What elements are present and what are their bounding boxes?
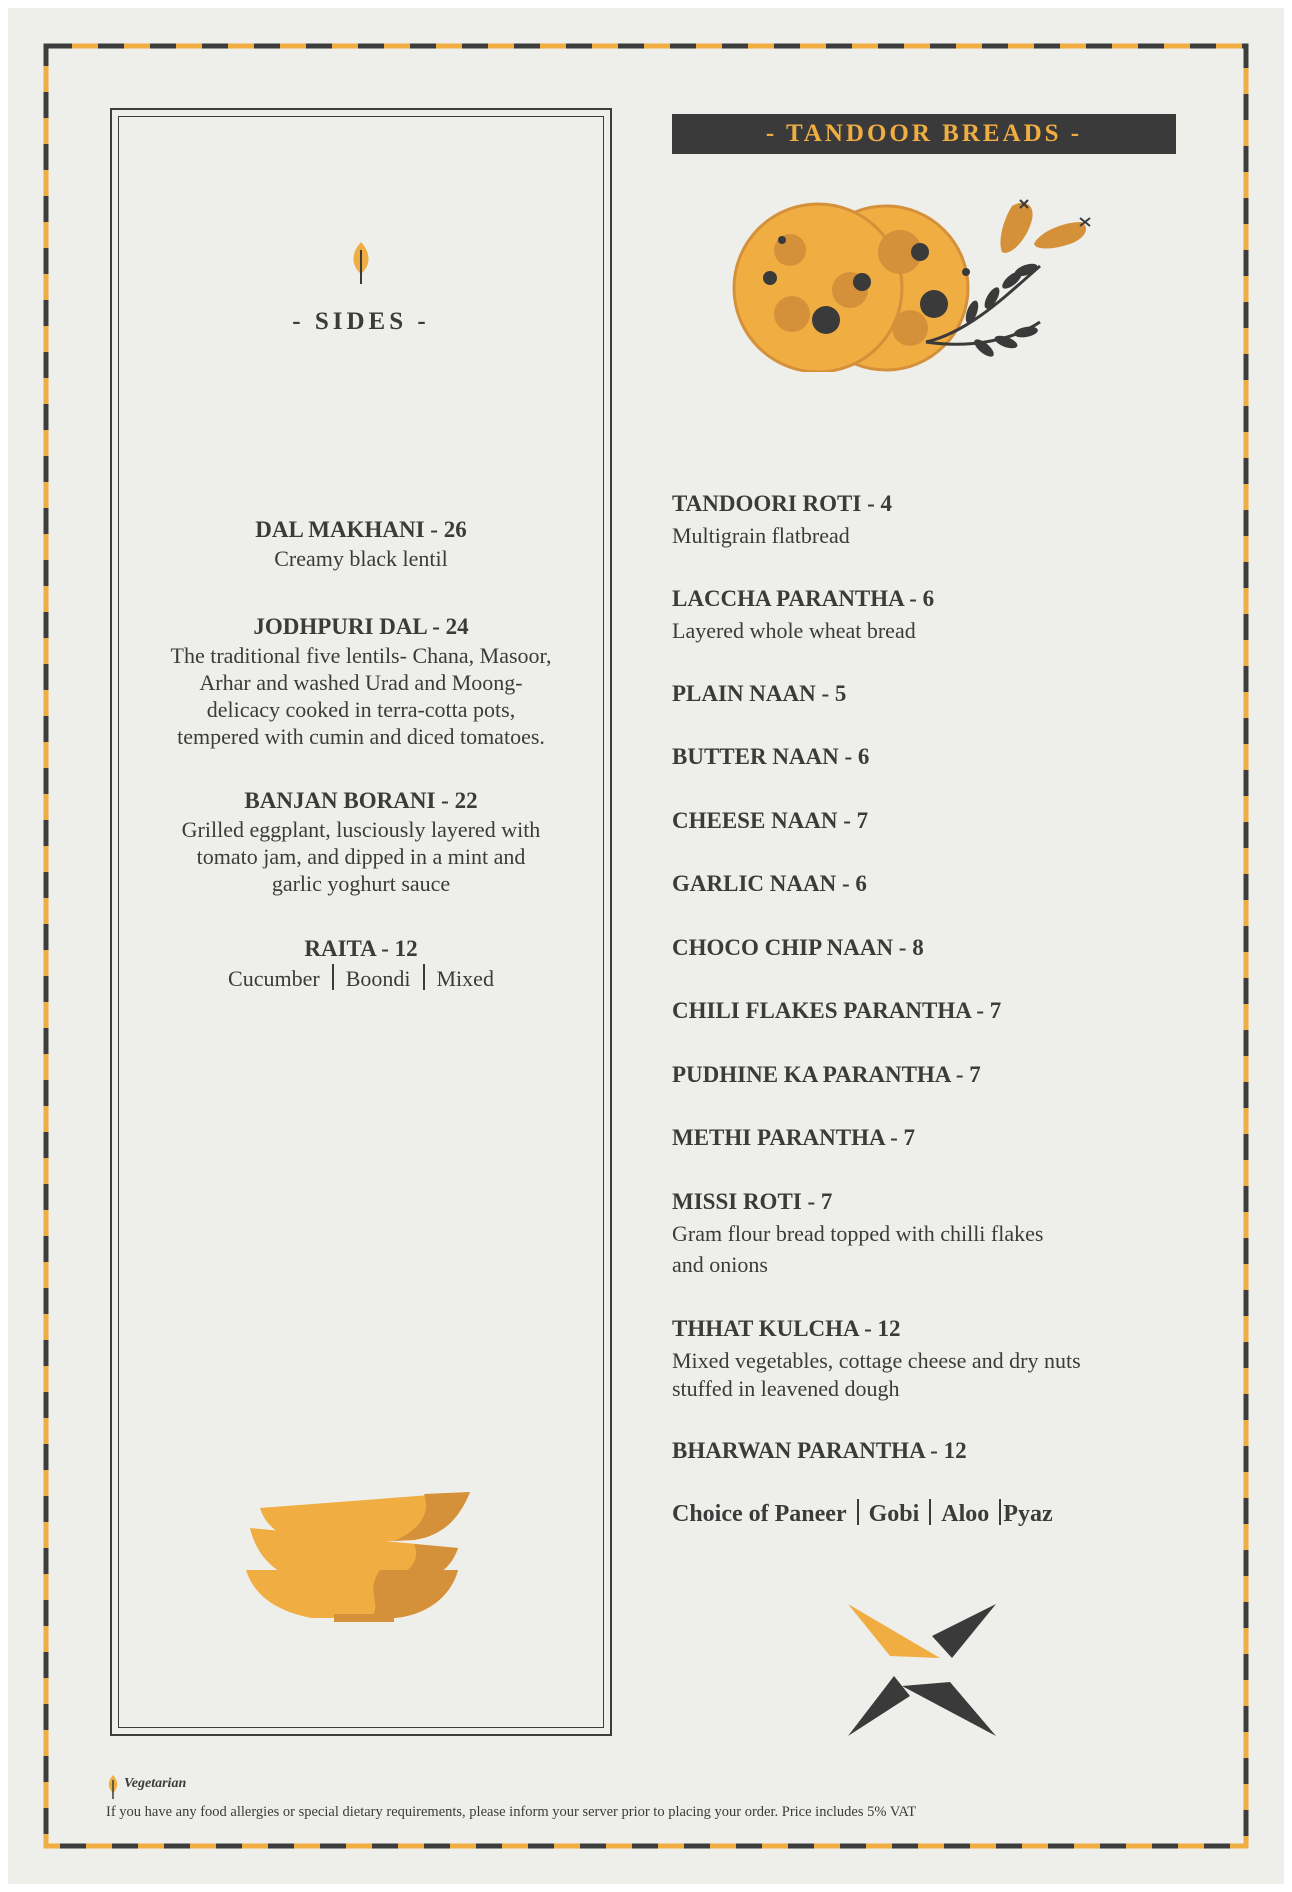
item-name: CHEESE NAAN - 7	[672, 808, 869, 833]
divider	[423, 964, 425, 990]
item-name: THHAT KULCHA - 12	[672, 1316, 901, 1341]
item-desc: stuffed in leavened dough	[672, 1376, 900, 1401]
item-name: DAL MAKHANI - 26	[255, 517, 467, 542]
stacked-bowls-illustration	[244, 1488, 470, 1624]
side-item-banjan-borani	[140, 786, 582, 897]
item-name: LACCHA PARANTHA - 6	[672, 586, 935, 611]
choice-line	[672, 1498, 1232, 1530]
divider	[999, 1499, 1001, 1525]
item-desc: tempered with cumin and diced tomatoes.	[177, 724, 545, 749]
bread-item-thhat-kulcha	[672, 1313, 1232, 1401]
allergy-note: If you have any food allergies or special dietary requirements, please inform your server prior to placing your order. Price includes 5% VAT	[106, 1804, 917, 1820]
item-desc: Multigrain flatbread	[672, 523, 850, 548]
item-name: TANDOORI ROTI - 4	[672, 491, 893, 516]
item-desc: tomato jam, and dipped in a mint and	[196, 844, 526, 869]
divider	[929, 1499, 931, 1525]
bread-item-methi-parantha	[672, 1122, 1232, 1154]
choice-option: Gobi	[868, 1501, 920, 1527]
item-name: METHI PARANTHA - 7	[672, 1125, 915, 1150]
bread-item-missi-roti	[672, 1186, 1232, 1280]
leaf-icon	[348, 240, 374, 286]
side-item-dal-makhani	[140, 515, 582, 572]
sides-title: - SIDES -	[292, 308, 430, 335]
breads-title: - TANDOOR BREADS -	[672, 114, 1176, 154]
bread-item-choco-chip-naan	[672, 932, 1232, 964]
item-desc: garlic yoghurt sauce	[271, 871, 451, 896]
bread-item-pudhine-ka-parantha	[672, 1059, 1232, 1091]
item-name: BHARWAN PARANTHA - 12	[672, 1438, 967, 1463]
raita-options	[140, 964, 582, 992]
raita-option: Mixed	[436, 966, 494, 991]
item-desc: The traditional five lentils- Chana, Masoor,	[170, 643, 552, 668]
naan-illustration	[730, 192, 1100, 372]
bread-item-garlic-naan	[672, 868, 1232, 900]
item-name: PUDHINE KA PARANTHA - 7	[672, 1062, 981, 1087]
bread-item-butter-naan	[672, 741, 1232, 773]
item-desc: Arhar and washed Urad and Moong-	[199, 670, 523, 695]
item-desc: Mixed vegetables, cottage cheese and dry nuts	[672, 1348, 1081, 1373]
item-name: BUTTER NAAN - 6	[672, 744, 870, 769]
item-desc: delicacy cooked in terra-cotta pots,	[206, 697, 516, 722]
divider	[332, 964, 334, 990]
item-desc: Creamy black lentil	[274, 546, 448, 571]
side-item-raita	[140, 934, 582, 992]
item-desc: and onions	[672, 1252, 768, 1277]
item-name: JODHPURI DAL - 24	[253, 614, 469, 639]
vegetarian-label: Vegetarian	[124, 1776, 187, 1791]
raita-option: Boondi	[345, 966, 411, 991]
raita-option: Cucumber	[228, 966, 320, 991]
bread-item-cheese-naan	[672, 805, 1232, 837]
item-desc: Gram flour bread topped with chilli flakes	[672, 1221, 1044, 1246]
choice-prefix: Choice of Paneer	[672, 1501, 847, 1527]
bread-item-tandoori-roti	[672, 488, 1232, 551]
item-name: CHOCO CHIP NAAN - 8	[672, 935, 924, 960]
bread-item-laccha-parantha	[672, 583, 1232, 646]
bread-item-chili-flakes-parantha	[672, 995, 1232, 1027]
item-name: BANJAN BORANI - 22	[244, 788, 478, 813]
side-item-jodhpuri-dal	[140, 612, 582, 750]
bread-item-bharwan-parantha	[672, 1435, 1232, 1467]
bharwan-choice	[672, 1498, 1232, 1530]
item-name: RAITA - 12	[304, 936, 418, 961]
divider	[857, 1499, 859, 1525]
geometric-mark	[846, 1602, 996, 1738]
choice-option: Pyaz	[1003, 1501, 1053, 1527]
item-name: CHILI FLAKES PARANTHA - 7	[672, 998, 1002, 1023]
item-name: GARLIC NAAN - 6	[672, 871, 867, 896]
item-desc: Grilled eggplant, lusciously layered with	[181, 817, 541, 842]
vegetarian-leaf-icon	[106, 1774, 120, 1800]
item-name: PLAIN NAAN - 5	[672, 681, 847, 706]
item-name: MISSI ROTI - 7	[672, 1189, 833, 1214]
item-desc: Layered whole wheat bread	[672, 618, 916, 643]
sides-frame-inner	[118, 116, 604, 1728]
choice-option: Aloo	[941, 1501, 990, 1527]
bread-item-plain-naan	[672, 678, 1232, 710]
